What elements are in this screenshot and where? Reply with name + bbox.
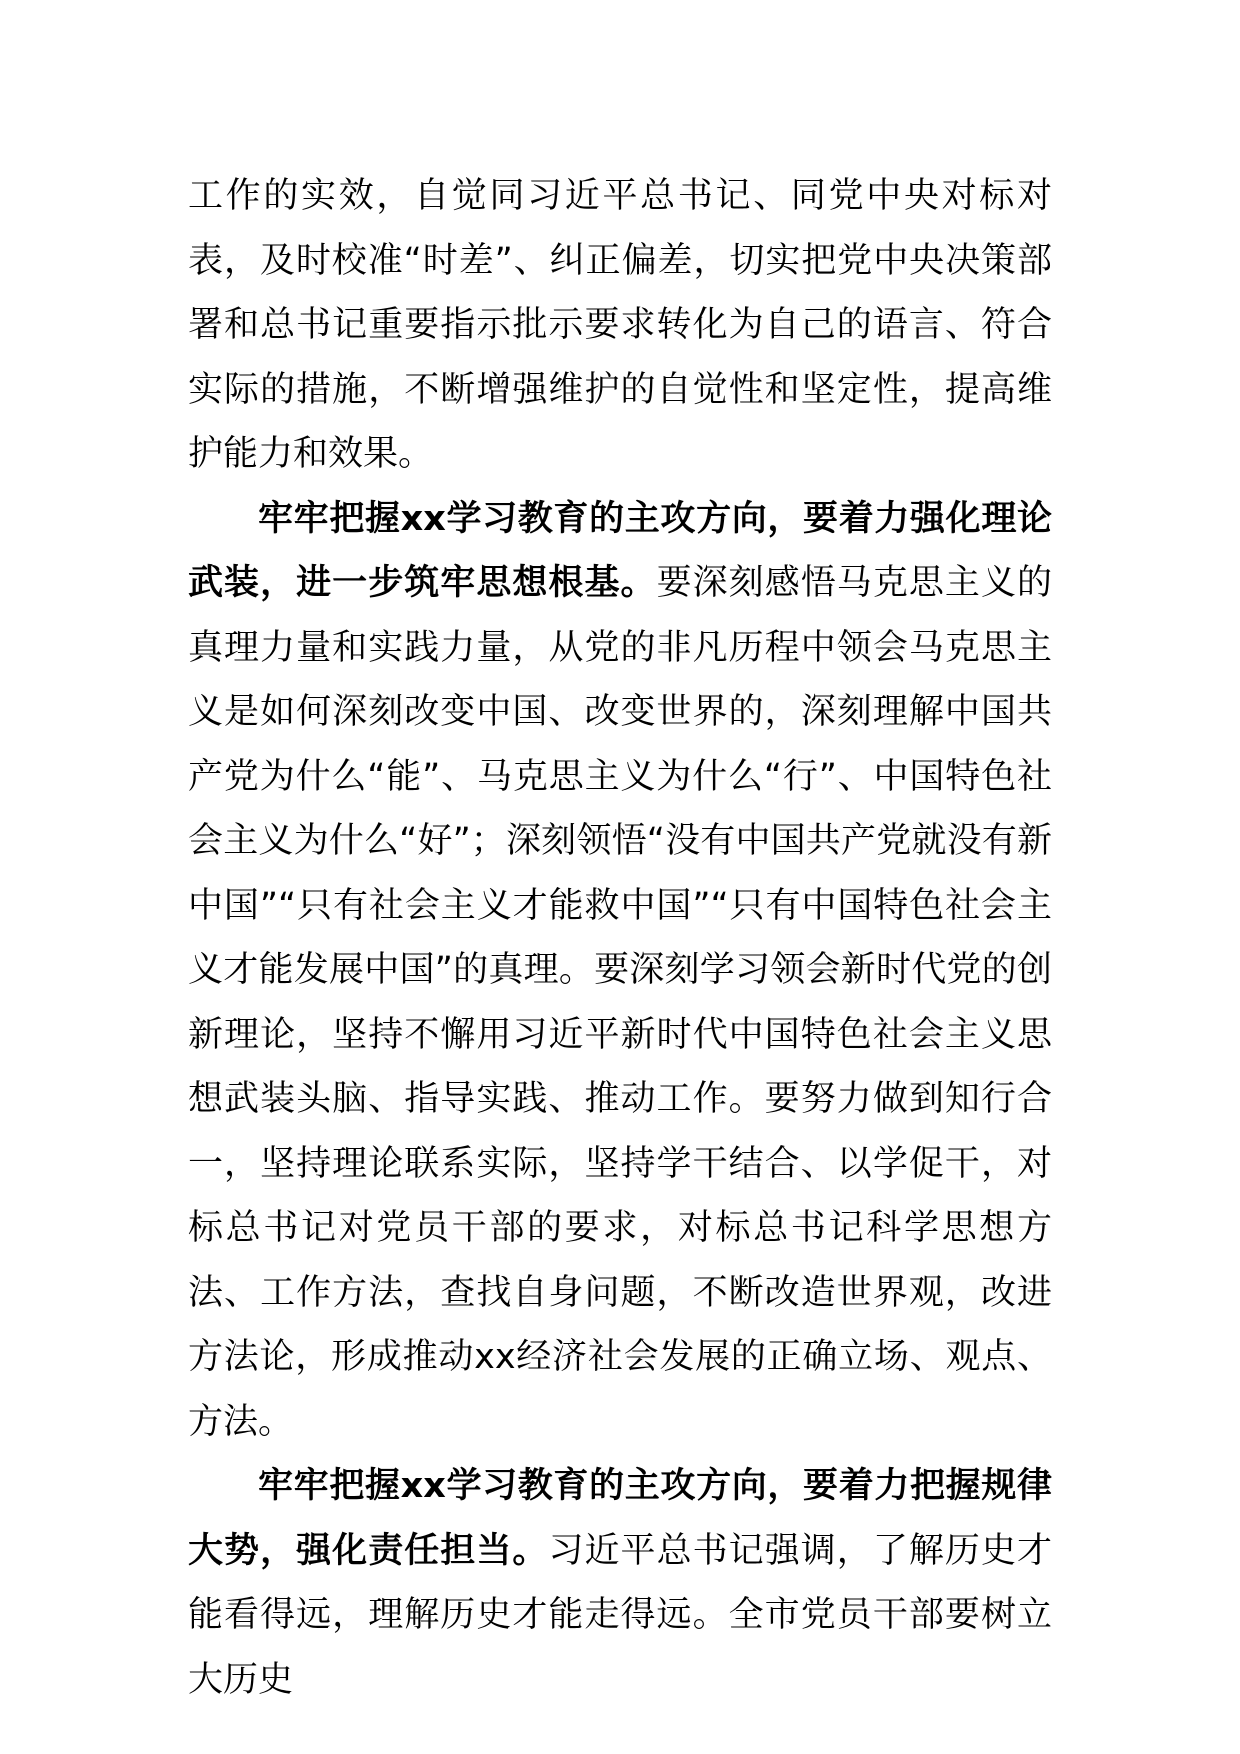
paragraph-lead-heading: 牢牢把握xx学习教育的主攻方向，要着力强化理论武装，进一步筑牢思想根基。 — [188, 498, 1052, 603]
paragraph-continuation — [188, 164, 1052, 487]
paragraph-grasp-trends — [188, 1454, 1052, 1712]
paragraph-text: 要深刻感悟马克思主义的真理力量和实践力量，从党的非凡历程中领会马克思主义是如何深刻改变中国、改变世界的，深刻理解中国共产党为什么“能”、马克思主义为什么“行”、中国特色社会主义为什么“好”；深刻领悟“没有中国共产党就没有新中国”“只有社会主义才能救中国”“只有中国特色社会主义才能发展中国”的真理。要深刻学习领会新时代党的创新理论，坚持不懈用习近平新时代中国特色社会主义思想武装头脑、指导实践、推动工作。要努力做到知行合一，坚持理论联系实际，坚持学干结合、以学促干，对标总书记对党员干部的要求，对标总书记科学思想方法、工作方法，查找自身问题，不断改造世界观，改进方法论，形成推动xx经济社会发展的正确立场、观点、方法。 — [188, 563, 1052, 1442]
paragraph-lead-heading: 牢牢把握xx学习教育的主攻方向，要着力把握规律大势，强化责任担当。 — [188, 1466, 1052, 1571]
paragraph-text: 习近平总书记强调，了解历史才能看得远，理解历史才能走得远。全市党员干部要树立大历史 — [188, 1530, 1052, 1700]
paragraph-text: 工作的实效，自觉同习近平总书记、同党中央对标对表，及时校准“时差”、纠正偏差，切实把党中央决策部署和总书记重要指示批示要求转化为自己的语言、符合实际的措施，不断增强维护的自觉性和坚定性，提高维护能力和效果。 — [188, 176, 1052, 474]
paragraph-theory-armament — [188, 487, 1052, 1455]
document-body — [188, 164, 1052, 1712]
